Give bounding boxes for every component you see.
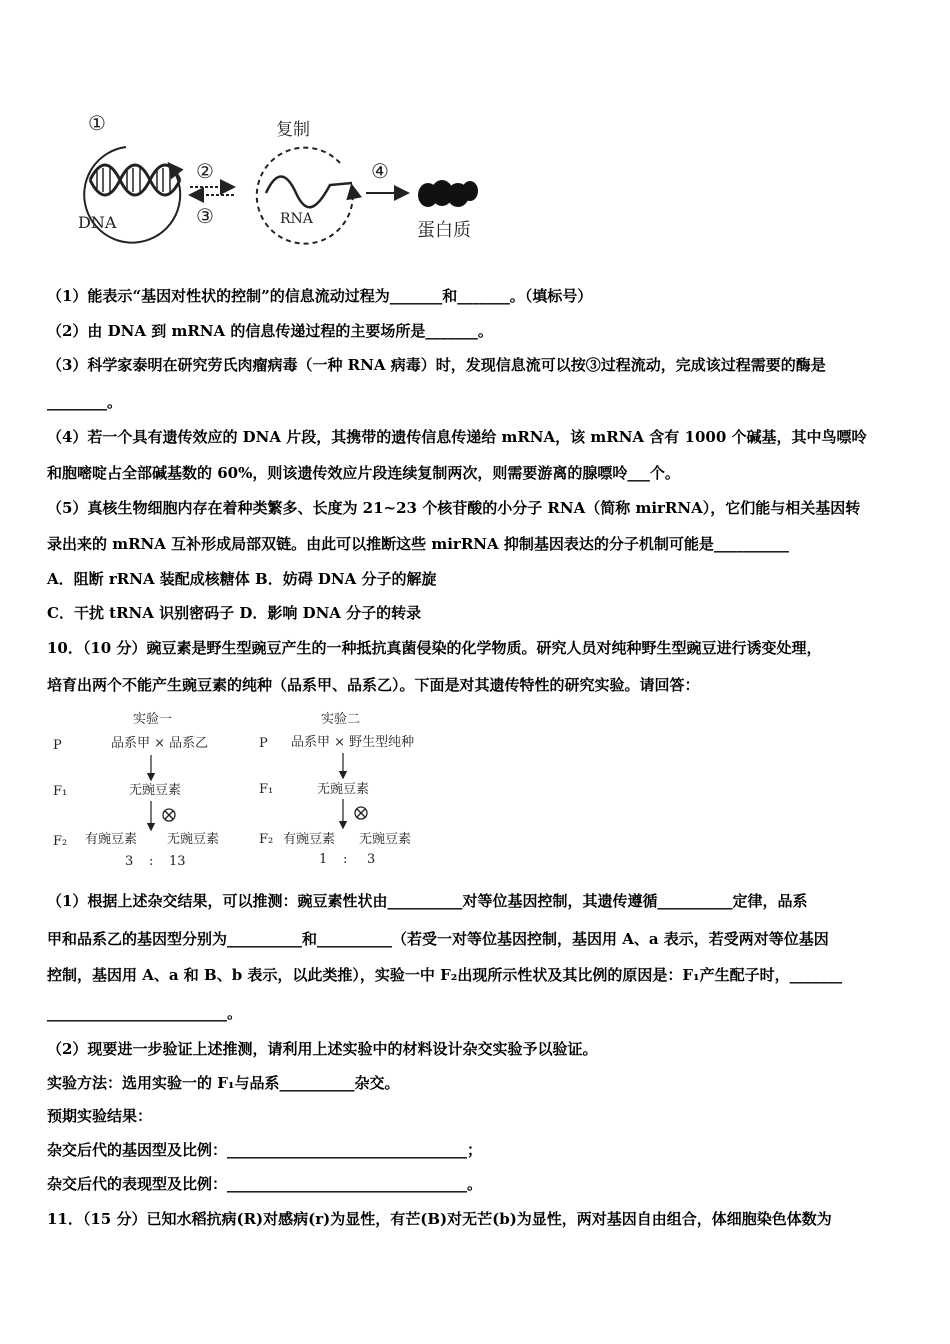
q10-method: 实验方法：选用实验一的 F₁与品系__________杂交。 — [47, 1074, 400, 1092]
exp1-f2-label: F₂ — [53, 834, 68, 849]
q9-part1: （1）能表示“基因对性状的控制”的信息流动过程为_______和_______。（填标号） — [47, 287, 593, 305]
replicate-label: 复制 — [276, 120, 310, 140]
exp1-f2-phenotype-b: 无豌豆素 — [167, 832, 220, 847]
self-cross-icon — [163, 809, 175, 821]
q10-part1-line1: （1）根据上述杂交结果，可以推测：豌豆素性状由__________对等位基因控制，其遗传遵循__________定律，品系 — [47, 892, 808, 910]
step4-label: ④ — [371, 159, 389, 183]
q11-intro: 11．（15 分）已知水稻抗病(R)对感病(r)为显性，有芒(B)对无芒(b)为显性，两对基因自由组合，体细胞染色体数为 — [47, 1210, 832, 1228]
q9-part2: （2）由 DNA 到 mRNA 的信息传递过程的主要场所是_______。 — [47, 322, 493, 340]
q10-phenotype: 杂交后代的表现型及比例：________________________________。 — [47, 1175, 483, 1193]
dna-label: DNA — [78, 213, 117, 232]
exp1-f1-label: F₁ — [53, 784, 68, 799]
exp2-f2-label: F₂ — [259, 832, 274, 847]
exp2-ratio-sep: : — [343, 852, 348, 867]
step3-label: ③ — [196, 204, 214, 228]
cross-experiment-diagram — [45, 705, 445, 875]
exp1-f1-phenotype: 无豌豆素 — [129, 783, 182, 798]
experiment-1 — [53, 712, 219, 869]
exp1-parent-cross: 品系甲 × 品系乙 — [111, 736, 209, 751]
step1-label: ① — [88, 111, 106, 135]
q9-part3-line1: （3）科学家泰明在研究劳氏肉瘤病毒（一种 RNA 病毒）时，发现信息流可以按③过程流动，完成该过程需要的酶是 — [47, 356, 826, 374]
q9-options-ab: A．阻断 rRNA 装配成核糖体 B．妨碍 DNA 分子的解旋 — [47, 570, 437, 588]
rna-label: RNA — [280, 211, 313, 227]
q10-part1-line4: ________________________。 — [47, 1004, 243, 1022]
q10-intro-line1: 10．（10 分）豌豆素是野生型豌豆产生的一种抵抗真菌侵染的化学物质。研究人员对纯种野生型豌豆进行诱变处理， — [47, 639, 822, 657]
exp1-ratio-sep: : — [149, 854, 154, 869]
q10-part1-line3: 控制，基因用 A、a 和 B、b 表示，以此类推），实验一中 F₂出现所示性状及其比例的原因是：F₁产生配子时，_______ — [47, 966, 843, 984]
exp1-f2-phenotype-a: 有豌豆素 — [85, 832, 138, 847]
exp1-title: 实验一 — [133, 712, 173, 727]
q9-part3-line2: ________。 — [47, 393, 123, 411]
exp2-f1-label: F₁ — [259, 782, 274, 797]
exp2-title: 实验二 — [321, 712, 361, 727]
exp2-p-label: P — [259, 736, 268, 751]
step2-label: ② — [196, 159, 214, 183]
rna-strand-icon — [266, 177, 352, 208]
q9-part5-line2: 录出来的 mRNA 互补形成局部双链。由此可以推断这些 mirRNA 抑制基因表达的分子机制可能是__________ — [47, 535, 789, 553]
q9-part5-line1: （5）真核生物细胞内存在着种类繁多、长度为 21~23 个核苷酸的小分子 RNA（简称 mirRNA），它们能与相关基因转 — [47, 499, 861, 517]
exp2-f2-phenotype-b: 无豌豆素 — [359, 832, 412, 847]
exp2-ratio-a: 1 — [319, 852, 328, 867]
rna-replication-arc — [257, 148, 353, 244]
protein-label: 蛋白质 — [417, 220, 471, 241]
exp2-f1-phenotype: 无豌豆素 — [317, 782, 370, 797]
exp2-f2-phenotype-a: 有豌豆素 — [283, 832, 336, 847]
q10-genotype: 杂交后代的基因型及比例：________________________________； — [47, 1141, 483, 1159]
q9-part4-line2: 和胞嘧啶占全部碱基数的 60%，则该遗传效应片段连续复制两次，则需要游离的腺嘌呤___个。 — [47, 464, 680, 482]
exp1-p-label: P — [53, 738, 62, 753]
q10-part1-line2: 甲和品系乙的基因型分别为__________和__________（若受一对等位基因控制，基因用 A、a 表示，若受两对等位基因 — [47, 930, 829, 948]
exp1-ratio-b: 13 — [169, 854, 186, 869]
dna-helix-icon — [90, 165, 180, 195]
self-cross-icon — [355, 807, 367, 819]
central-dogma-diagram — [40, 105, 500, 255]
exp1-ratio-a: 3 — [125, 854, 134, 869]
exp2-ratio-b: 3 — [367, 852, 376, 867]
q10-intro-line2: 培育出两个不能产生豌豆素的纯种（品系甲、品系乙）。下面是对其遗传特性的研究实验。请回答： — [47, 676, 700, 694]
protein-icon — [418, 180, 478, 207]
experiment-2 — [259, 712, 414, 867]
q10-part2: （2）现要进一步验证上述推测，请利用上述实验中的材料设计杂交实验予以验证。 — [47, 1040, 598, 1058]
q9-part4-line1: （4）若一个具有遗传效应的 DNA 片段，其携带的遗传信息传递给 mRNA，该 mRNA 含有 1000 个碱基，其中鸟嘌呤 — [47, 428, 867, 446]
exp2-parent-cross: 品系甲 × 野生型纯种 — [291, 735, 415, 750]
q10-expect: 预期实验结果： — [47, 1107, 153, 1125]
q9-options-cd: C．干扰 tRNA 识别密码子 D．影响 DNA 分子的转录 — [47, 604, 422, 622]
